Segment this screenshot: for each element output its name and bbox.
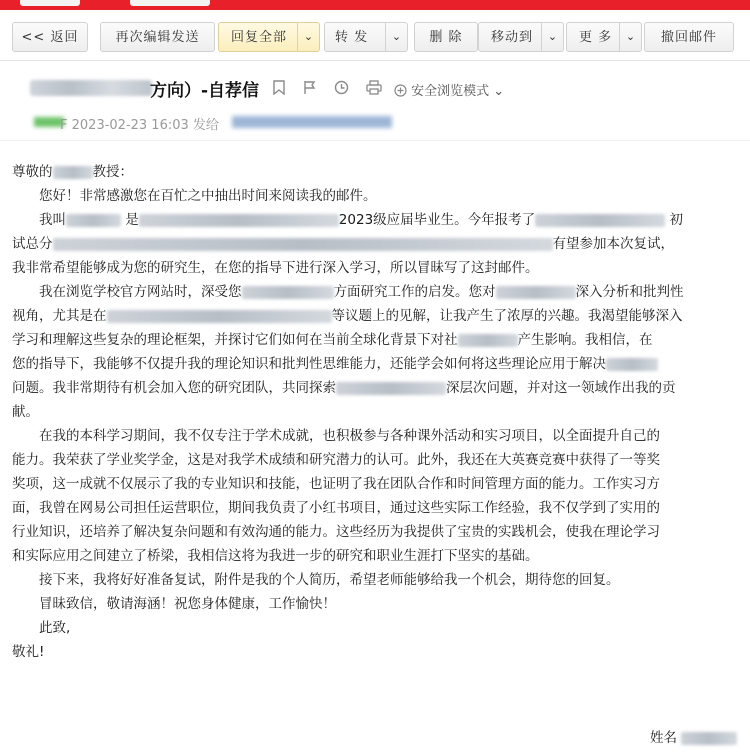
paragraph-wishes: 冒昧致信，敬请海涵！祝您身体健康，工作愉快！ [39, 596, 336, 612]
closing-salute: 敬礼! [12, 644, 45, 660]
paragraph-research-line2: 视角，尤其是在 等议题上的见解，让我产生了浓厚的兴趣。我渴望能够深入 [12, 308, 683, 324]
forward-button[interactable] [324, 22, 408, 52]
paragraph-experience-line4: 面，我曾在网易公司担任运营职位，期间我负责了小红书项目，通过这些实际工作经验，我不仅学到了实用的 [12, 500, 660, 516]
paragraph-research-line1: 我在浏览学校官方网站时，深受您 方面研究工作的启发。您对 深入分析和批判性 [39, 284, 684, 300]
safe-browse-mode[interactable] [394, 80, 504, 99]
move-to-button[interactable] [478, 22, 564, 52]
plus-circle-icon [394, 84, 407, 97]
subject-icons [272, 80, 394, 99]
paragraph-research-line3: 学习和理解这些复杂的理论框架，并探讨它们如何在当前全球化背景下对社 产生影响。我相信，在 [12, 332, 653, 348]
bookmark-icon[interactable] [272, 80, 291, 99]
delete-button[interactable]: 删 除 [414, 22, 478, 52]
flag-icon[interactable] [303, 80, 322, 99]
signature [650, 726, 737, 746]
signature-label: 姓名 [650, 730, 677, 746]
move-to-dropdown-icon[interactable]: ⌄ [541, 23, 564, 51]
paragraph-greeting: 您好！非常感激您在百忙之中抽出时间来阅读我的邮件。 [39, 188, 377, 204]
reply-all-button[interactable] [218, 22, 320, 52]
top-tab-mid[interactable] [130, 0, 210, 6]
recall-button[interactable]: 撤回邮件 [644, 22, 734, 52]
safe-browse-label: 安全浏览模式 ⌄ [411, 84, 505, 99]
paragraph-research-line4: 您的指导下，我能够不仅提升我的理论知识和批判性思维能力，还能学会如何将这些理论应用于解决 [12, 352, 738, 376]
reedit-send-button[interactable]: 再次编辑发送 [100, 22, 215, 52]
subject-redacted [30, 80, 152, 96]
clock-icon[interactable] [334, 80, 354, 99]
forward-label: 转 发 [335, 30, 369, 45]
paragraph-intro-line3: 我非常希望能够成为您的研究生，在您的指导下进行深入学习，所以冒昧写了这封邮件。 [12, 260, 539, 276]
reply-all-dropdown-icon[interactable]: ⌄ [297, 23, 320, 51]
paragraph-research-line5: 问题。我非常期待有机会加入您的研究团队，共同探索 深层次问题，并对这一领域作出我的贡 [12, 380, 676, 396]
more-dropdown-icon[interactable]: ⌄ [619, 23, 642, 51]
top-red-bar [0, 0, 750, 10]
print-icon[interactable] [366, 80, 382, 99]
recipient-redacted [232, 116, 392, 128]
top-tab-left[interactable] [20, 0, 80, 6]
forward-dropdown-icon[interactable]: ⌄ [385, 23, 408, 51]
sender-fragment: F [60, 118, 68, 133]
closing-line: 此致, [39, 620, 71, 636]
mail-toolbar [0, 10, 750, 61]
back-button[interactable]: << 返回 [12, 22, 88, 52]
paragraph-experience-line6: 和实际应用之间建立了桥梁，我相信这将为我进一步的研究和职业生涯打下坚实的基础。 [12, 548, 539, 564]
salutation: 尊敬的 教授： [12, 164, 133, 180]
paragraph-intro-line2: 试总分 有望参加本次复试， [12, 236, 674, 252]
paragraph-experience-line3: 奖项，这一成就不仅展示了我的专业知识和技能，也证明了我在团队合作和时间管理方面的能力。工作实习方 [12, 476, 660, 492]
more-label: 更 多 [579, 30, 613, 45]
email-body [12, 160, 738, 664]
more-button[interactable] [566, 22, 642, 52]
reply-all-label: 回复全部 [231, 30, 288, 45]
move-to-label: 移动到 [491, 30, 534, 45]
header-divider [0, 140, 750, 141]
email-subject: 方向）-自荐信 [150, 81, 260, 101]
paragraph-research-line6: 献。 [12, 404, 39, 420]
paragraph-next-steps: 接下来，我将好好准备复试，附件是我的个人简历，希望老师能够给我一个机会，期待您的回复。 [39, 572, 620, 588]
paragraph-intro-line1: 我叫 是 2023级应届毕业生。今年报考了 初 [39, 212, 683, 228]
paragraph-experience-line1: 在我的本科学习期间，我不仅专注于学术成就，也积极参与各种课外活动和实习项目，以全面提升自己的 [39, 428, 660, 444]
send-datetime: 2023-02-23 16:03 发给 [71, 118, 219, 133]
email-meta [34, 114, 219, 133]
signature-redacted [681, 732, 737, 745]
paragraph-experience-line5: 行业知识，还培养了解决复杂问题和有效沟通的能力。这些经历为我提供了宝贵的实践机会，使我在理论学习 [12, 524, 660, 540]
paragraph-experience-line2: 能力。我荣获了学业奖学金，这是对我学术成绩和研究潜力的认可。此外，我还在大英赛竞赛中获得了一等奖 [12, 452, 660, 468]
